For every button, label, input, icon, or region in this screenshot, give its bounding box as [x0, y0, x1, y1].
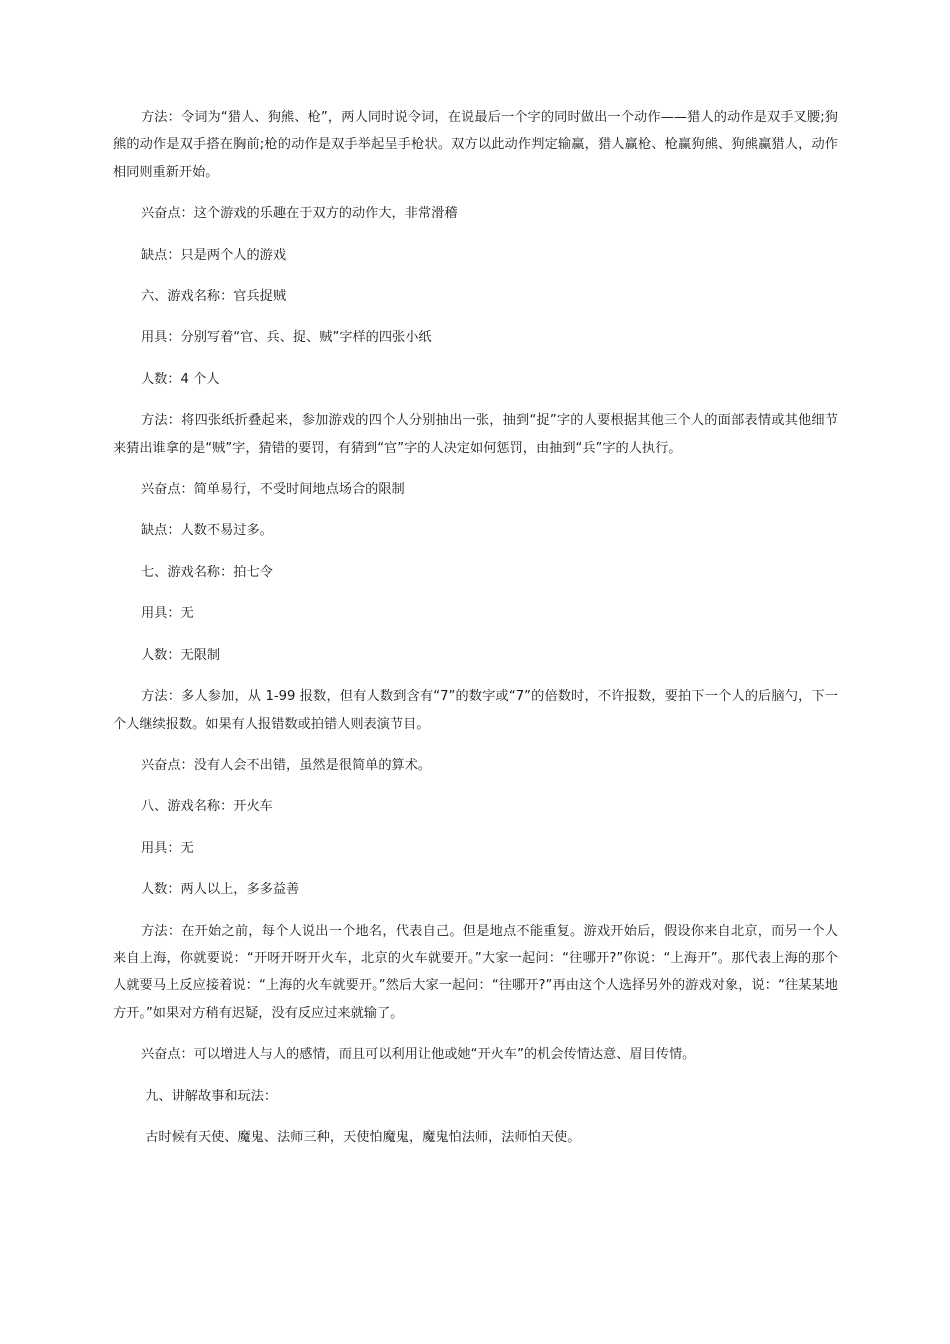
paragraph-method-game-6: 方法：将四张纸折叠起来，参加游戏的四个人分别抽出一张，抽到“捉”字的人要根据其他三个人的面部表情或其他细节来猜出谁拿的是“贼”字，猜错的要罚，有猜到“官”字的人决定如何惩罚，由抽到“兵”字的人执行。 [113, 413, 838, 456]
paragraph-highlight-game-7: 兴奋点：没有人会不出错，虽然是很简单的算术。 [141, 757, 432, 773]
paragraph-players-game-8: 人数：两人以上，多多益善 [141, 882, 300, 898]
heading-game-7: 七、游戏名称：拍七令 [141, 564, 273, 580]
paragraph-tools-game-6: 用具：分别写着“官、兵、捉、贼”字样的四张小纸 [141, 330, 432, 346]
document-body [113, 104, 838, 1165]
heading-game-6: 六、游戏名称：官兵捉贼 [141, 289, 287, 305]
paragraph-drawback-game-6: 缺点：人数不易过多。 [141, 523, 273, 539]
paragraph-highlight-game-8: 兴奋点：可以增进人与人的感情，而且可以利用让他或她“开火车”的机会传情达意、眉目传情。 [141, 1047, 696, 1063]
paragraph-highlight-hunter: 兴奋点：这个游戏的乐趣在于双方的动作大，非常滑稽 [141, 206, 458, 222]
paragraph-method-game-8: 方法：在开始之前，每个人说出一个地名，代表自己。但是地点不能重复。游戏开始后，假设你来自北京，而另一个人来自上海，你就要说：“开呀开呀开火车，北京的火车就要开。”大家一起问：“往哪开?”你说：“上海开”。那代表上海的那个人就要马上反应接着说：“上海的火车就要开。”然后大家一起问：“往哪开?”再由这个人选择另外的游戏对象，说：“往某某地方开。”如果对方稍有迟疑，没有反应过来就输了。 [113, 923, 838, 1021]
paragraph-highlight-game-6: 兴奋点：简单易行，不受时间地点场合的限制 [141, 482, 405, 498]
paragraph-tools-game-8: 用具：无 [141, 840, 194, 856]
paragraph-tools-game-7: 用具：无 [141, 606, 194, 622]
paragraph-players-game-7: 人数：无限制 [141, 647, 221, 663]
paragraph-drawback-hunter: 缺点：只是两个人的游戏 [141, 247, 287, 263]
paragraph-players-game-6: 人数：4 个人 [141, 371, 220, 387]
heading-game-8: 八、游戏名称：开火车 [141, 799, 273, 815]
paragraph-method-game-7: 方法：多人参加，从 1-99 报数，但有人数到含有“7”的数字或“7”的倍数时，不许报数，要拍下一个人的后脑勺，下一个人继续报数。如果有人报错数或拍错人则表演节目。 [113, 689, 838, 732]
paragraph-story-section-9: 古时候有天使、魔鬼、法师三种，天使怕魔鬼，魔鬼怕法师，法师怕天使。 [141, 1129, 581, 1145]
heading-section-9: 九、讲解故事和玩法： [141, 1088, 278, 1104]
paragraph-method-hunter: 方法：令词为“猎人、狗熊、枪”，两人同时说令词，在说最后一个字的同时做出一个动作——猎人的动作是双手叉腰;狗熊的动作是双手搭在胸前;枪的动作是双手举起呈手枪状。双方以此动作判定输赢，猎人赢枪、枪赢狗熊、狗熊赢猎人，动作相同则重新开始。 [113, 110, 838, 180]
